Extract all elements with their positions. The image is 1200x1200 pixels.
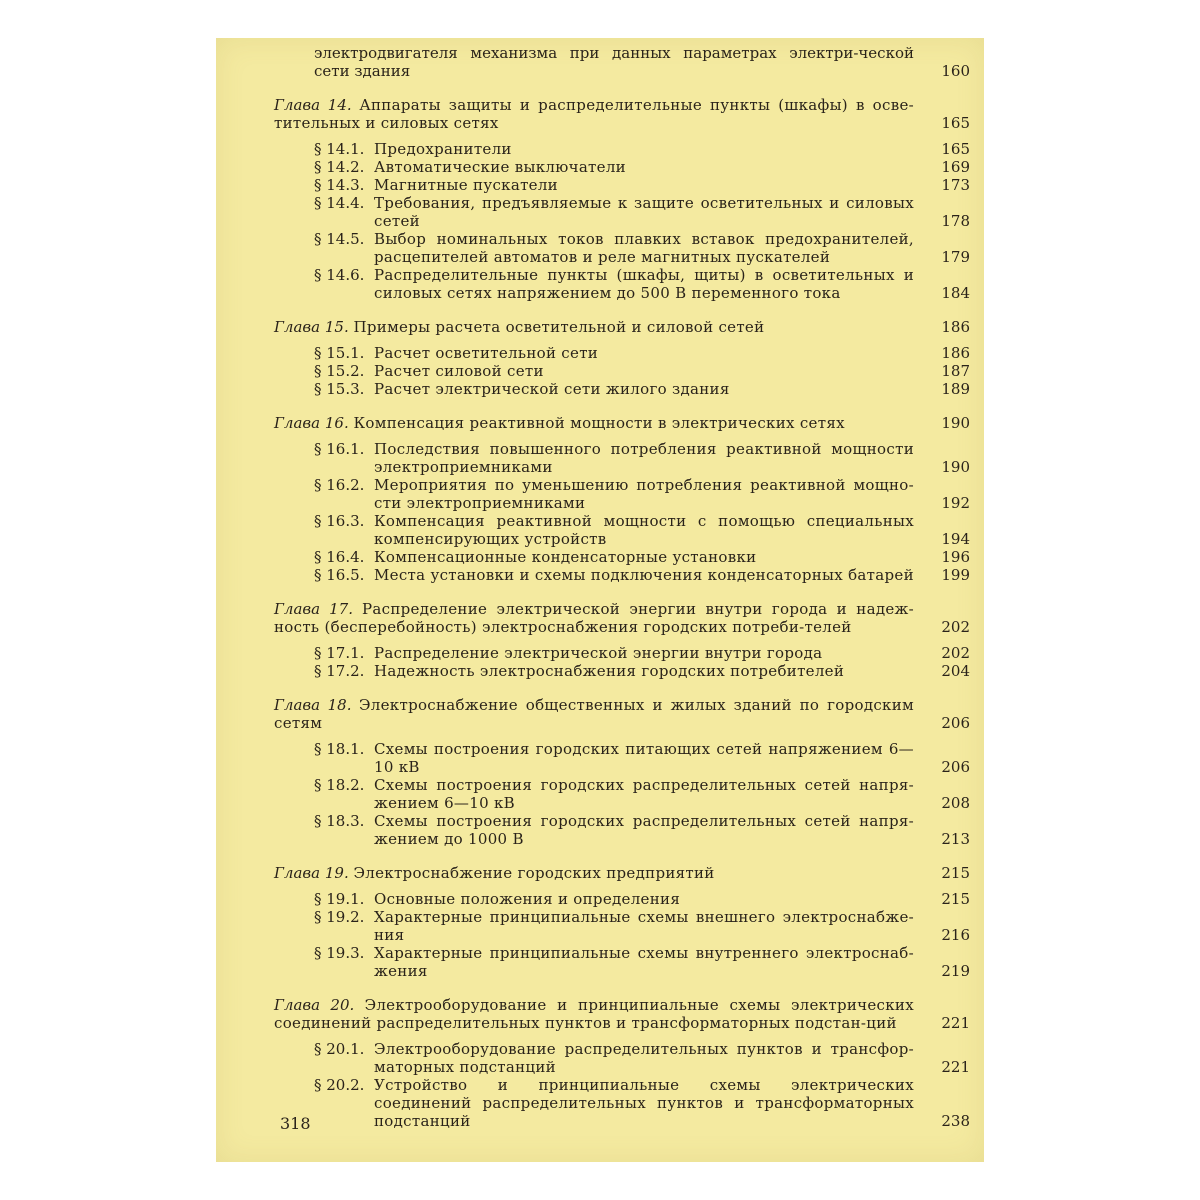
toc-page-number: 204 <box>941 662 970 680</box>
toc-chapter <box>216 996 984 1032</box>
section-title: Компенсационные конденсаторные установки <box>374 548 757 566</box>
section-number: § 20.1. <box>314 1040 365 1058</box>
section-title: Схемы построения городских питающих сетей напряжением 6—10 кВ <box>374 740 914 776</box>
chapter-title: Компенсация реактивной мощности в электрических сетях <box>353 414 845 432</box>
toc-section <box>216 740 984 776</box>
section-title: Требования, предъявляемые к защите осветительных и силовых сетей <box>374 194 914 230</box>
toc-entry-text: электродвигателя механизма при данных параметрах электри-ческой сети здания <box>314 44 914 80</box>
toc-section <box>216 476 984 512</box>
toc-page-number: 221 <box>941 1014 970 1032</box>
toc-page-number: 165 <box>941 140 970 158</box>
toc-page-number: 219 <box>941 962 970 980</box>
section-number: § 14.1. <box>314 140 365 158</box>
chapter-title: Электрооборудование и принципиальные схемы электрических соединений распределительных пунктов и трансформаторных подстан-ций <box>274 996 914 1032</box>
toc-section <box>216 230 984 266</box>
section-number: § 19.3. <box>314 944 365 962</box>
section-number: § 14.4. <box>314 194 365 212</box>
toc-page-number: 192 <box>941 494 970 512</box>
toc-section <box>216 362 984 380</box>
toc-page-number: 199 <box>941 566 970 584</box>
section-number: § 18.1. <box>314 740 365 758</box>
section-number: § 16.5. <box>314 566 365 584</box>
section-title: Магнитные пускатели <box>374 176 558 194</box>
toc-page-number: 213 <box>941 830 970 848</box>
section-number: § 16.1. <box>314 440 365 458</box>
toc-page-number: 160 <box>941 62 970 80</box>
section-title: Компенсация реактивной мощности с помощью специальных компенсирующих устройств <box>374 512 914 548</box>
toc-section <box>216 140 984 158</box>
section-title: Схемы построения городских распределительных сетей напря-жением 6—10 кВ <box>374 776 914 812</box>
toc-page-number: 173 <box>941 176 970 194</box>
toc-page-number: 206 <box>941 714 970 732</box>
section-title: Основные положения и определения <box>374 890 681 908</box>
toc-chapter <box>216 696 984 732</box>
toc-page-number: 196 <box>941 548 970 566</box>
toc-section <box>216 890 984 908</box>
section-number: § 16.2. <box>314 476 365 494</box>
chapter-title: Распределение электрической энергии внутри города и надеж-ность (бесперебойность) электроснабжения городских потреби-телей <box>274 600 914 636</box>
toc-page-number: 187 <box>941 362 970 380</box>
section-title: Характерные принципиальные схемы внешнего электроснабже-ния <box>374 908 914 944</box>
toc-page-number: 216 <box>941 926 970 944</box>
section-title: Расчет осветительной сети <box>374 344 599 362</box>
section-title: Автоматические выключатели <box>374 158 626 176</box>
toc-chapter <box>216 414 984 432</box>
section-number: § 15.3. <box>314 380 365 398</box>
chapter-title: Примеры расчета осветительной и силовой сетей <box>353 318 765 336</box>
section-number: § 14.3. <box>314 176 365 194</box>
toc-page-number: 178 <box>941 212 970 230</box>
chapter-label: Глава 16. <box>274 414 354 432</box>
page-number: 318 <box>280 1114 311 1133</box>
table-of-contents <box>216 44 984 1130</box>
toc-page-number: 202 <box>941 618 970 636</box>
section-title: Расчет силовой сети <box>374 362 544 380</box>
toc-section <box>216 776 984 812</box>
section-title: Распределение электрической энергии внутри города <box>374 644 823 662</box>
section-number: § 14.2. <box>314 158 365 176</box>
section-number: § 15.1. <box>314 344 365 362</box>
section-number: § 19.1. <box>314 890 365 908</box>
toc-page-number: 189 <box>941 380 970 398</box>
toc-chapter <box>216 600 984 636</box>
section-title: Выбор номинальных токов плавких вставок предохранителей, расцепителей автоматов и реле магнитных пускателей <box>374 230 914 266</box>
toc-page-number: 206 <box>941 758 970 776</box>
toc-section <box>216 566 984 584</box>
toc-section <box>216 644 984 662</box>
chapter-label: Глава 14. <box>274 96 360 114</box>
chapter-title: Электроснабжение городских предприятий <box>353 864 715 882</box>
toc-section <box>216 512 984 548</box>
toc-section <box>216 944 984 980</box>
section-number: § 14.6. <box>314 266 365 284</box>
toc-section <box>216 344 984 362</box>
section-title: Места установки и схемы подключения конденсаторных батарей <box>374 566 914 584</box>
chapter-label: Глава 15. <box>274 318 354 336</box>
section-number: § 14.5. <box>314 230 365 248</box>
section-number: § 18.2. <box>314 776 365 794</box>
section-title: Электрооборудование распределительных пунктов и трансфор-маторных подстанций <box>374 1040 914 1076</box>
toc-section <box>216 194 984 230</box>
section-number: § 15.2. <box>314 362 365 380</box>
book-page <box>216 38 984 1162</box>
toc-page-number: 202 <box>941 644 970 662</box>
toc-section <box>216 1040 984 1076</box>
toc-page-number: 179 <box>941 248 970 266</box>
toc-section <box>216 548 984 566</box>
section-number: § 20.2. <box>314 1076 365 1094</box>
toc-page-number: 208 <box>941 794 970 812</box>
section-number: § 19.2. <box>314 908 365 926</box>
section-number: § 18.3. <box>314 812 365 830</box>
toc-page-number: 215 <box>941 864 970 882</box>
section-number: § 17.1. <box>314 644 365 662</box>
section-number: § 17.2. <box>314 662 365 680</box>
section-title: Предохранители <box>374 140 512 158</box>
toc-page-number: 215 <box>941 890 970 908</box>
section-title: Характерные принципиальные схемы внутреннего электроснаб-жения <box>374 944 914 980</box>
toc-chapter <box>216 96 984 132</box>
toc-section <box>216 662 984 680</box>
toc-page-number: 186 <box>941 344 970 362</box>
toc-page-number: 194 <box>941 530 970 548</box>
chapter-label: Глава 19. <box>274 864 354 882</box>
toc-section <box>216 176 984 194</box>
chapter-label: Глава 20. <box>274 996 365 1014</box>
toc-chapter <box>216 318 984 336</box>
section-title: Надежность электроснабжения городских потребителей <box>374 662 845 680</box>
section-title: Схемы построения городских распределительных сетей напря-жением до 1000 В <box>374 812 914 848</box>
toc-page-number: 165 <box>941 114 970 132</box>
toc-section <box>216 812 984 848</box>
toc-page-number: 238 <box>941 1112 970 1130</box>
chapter-label: Глава 18. <box>274 696 360 714</box>
toc-section <box>216 908 984 944</box>
toc-page-number: 184 <box>941 284 970 302</box>
section-title: Распределительные пункты (шкафы, щиты) в осветительных и силовых сетях напряжением до 500 В переменного тока <box>374 266 914 302</box>
toc-page-number: 186 <box>941 318 970 336</box>
toc-chapter <box>216 864 984 882</box>
toc-section <box>216 266 984 302</box>
section-number: § 16.3. <box>314 512 365 530</box>
toc-page-number: 169 <box>941 158 970 176</box>
section-title: Мероприятия по уменьшению потребления реактивной мощно-сти электроприемниками <box>374 476 914 512</box>
toc-section <box>216 440 984 476</box>
toc-continuation <box>216 44 984 80</box>
toc-section <box>216 158 984 176</box>
chapter-title: Электроснабжение общественных и жилых зданий по городским сетям <box>274 696 914 732</box>
toc-page-number: 221 <box>941 1058 970 1076</box>
toc-page-number: 190 <box>941 414 970 432</box>
toc-section <box>216 380 984 398</box>
toc-page-number: 190 <box>941 458 970 476</box>
toc-section <box>216 1076 984 1130</box>
chapter-label: Глава 17. <box>274 600 362 618</box>
section-title: Последствия повышенного потребления реактивной мощности электроприемниками <box>374 440 914 476</box>
chapter-title: Аппараты защиты и распределительные пункты (шкафы) в осве-тительных и силовых сетях <box>274 96 914 132</box>
section-title: Устройство и принципиальные схемы электрических соединений распределительных пунктов и трансформаторных подстанций <box>374 1076 914 1130</box>
section-title: Расчет электрической сети жилого здания <box>374 380 730 398</box>
section-number: § 16.4. <box>314 548 365 566</box>
